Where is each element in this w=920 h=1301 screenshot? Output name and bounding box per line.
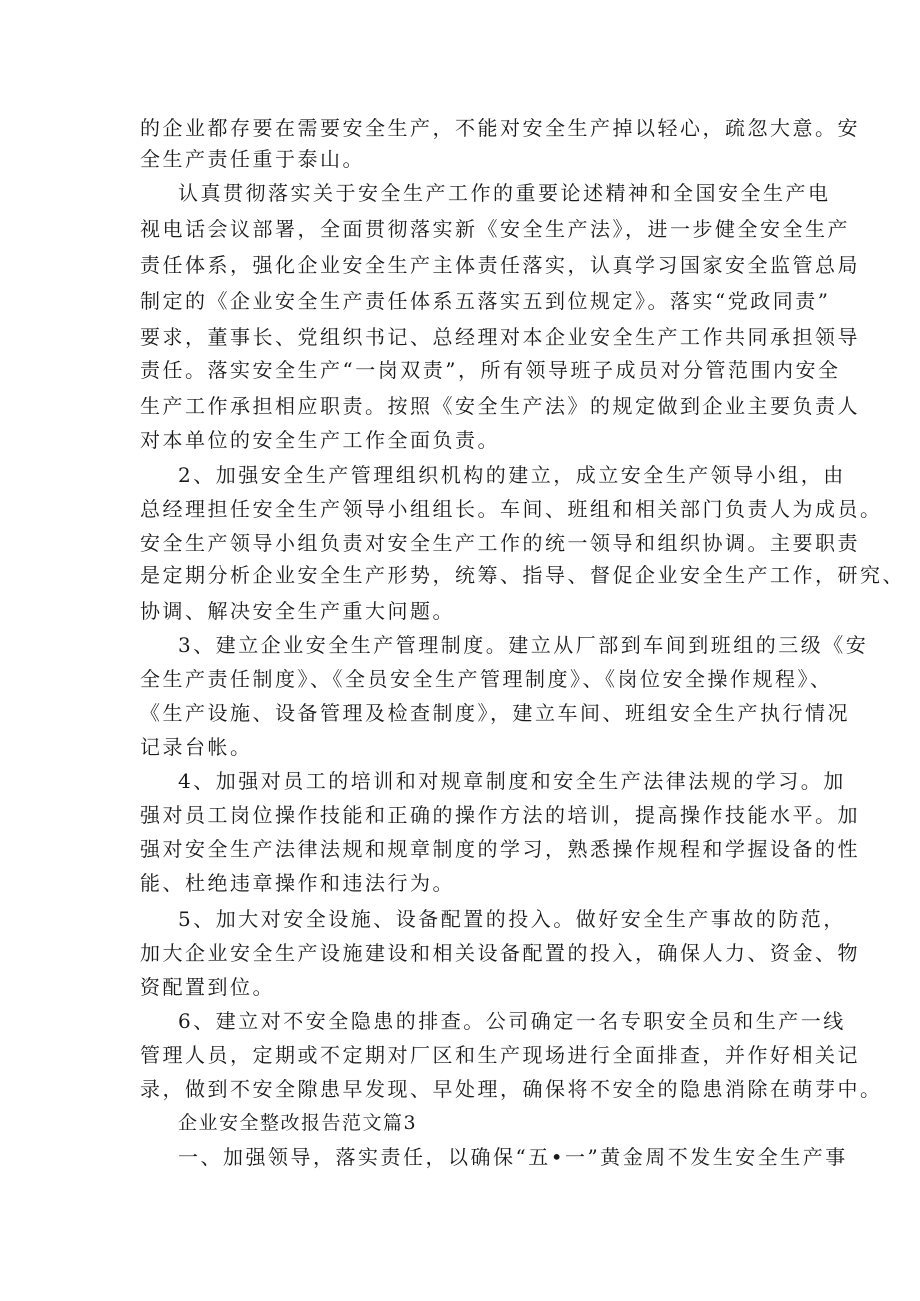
paragraph-start: 4、加强对员工的培训和对规章制度和安全生产法律法规的学习。加 xyxy=(178,769,846,793)
text-line: 全生产责任重于泰山。 xyxy=(140,147,365,171)
text-line: 的企业都存要在需要安全生产，不能对安全生产掉以轻心，疏忽大意。安 xyxy=(140,116,860,140)
text-line: 要求，董事长、党组织书记、总经理对本企业安全生产工作共同承担领导 xyxy=(140,325,860,349)
text-line: 强对安全生产法律法规和规章制度的学习，熟悉操作规程和学握设备的性 xyxy=(140,837,860,861)
text-line: 记录台帐。 xyxy=(140,735,253,759)
paragraph-start: 5、加大对安全设施、设备配置的投入。做好安全生产事故的防范， xyxy=(178,907,846,931)
text-line: 《生产设施、设备管理及检查制度》，建立车间、班组安全生产执行情况 xyxy=(140,701,850,725)
text-line: 全生产责任制度》、《全员安全生产管理制度》、《岗位安全操作规程》、 xyxy=(140,667,833,691)
paragraph-start: 一、加强领导，落实责任，以确保“五•一”黄金周不发生安全生产事 xyxy=(178,1145,848,1169)
text-line: 制定的《企业安全生产责任体系五落实五到位规定》。落实“党政同责” xyxy=(140,289,831,313)
text-line: 视电话会议部署，全面贯彻落实新《安全生产法》，进一步健全安全生产 xyxy=(140,217,850,241)
text-line: 责任。落实安全生产“一岗双责”，所有领导班子成员对分管范围内安全 xyxy=(140,358,841,382)
text-line: 生产工作承担相应职责。按照《安全生产法》的规定做到企业主要负责人 xyxy=(140,394,860,418)
text-line: 责任体系，强化企业安全生产主体责任落实，认真学习国家安全监管总局 xyxy=(140,253,860,277)
paragraph-start: 认真贯彻落实关于安全生产工作的重要论述精神和全国安全生产电 xyxy=(178,181,831,205)
text-line: 加大企业安全生产设施建设和相关设备配置的投入，确保人力、资金、物 xyxy=(140,941,860,965)
paragraph-start: 3、建立企业安全生产管理制度。建立从厂部到车间到班组的三级《安 xyxy=(178,633,869,657)
text-line: 总经理担任安全生产领导小组组长。车间、班组和相关部门负责人为成员。 xyxy=(140,497,883,521)
text-line: 是定期分析企业安全生产形势，统筹、指导、督促企业安全生产工作，研究、 xyxy=(140,563,905,587)
section-heading: 企业安全整改报告范文篇3 xyxy=(178,1112,418,1134)
text-line: 管理人员，定期或不定期对厂区和生产现场进行全面排查，并作好相关记 xyxy=(140,1043,860,1067)
text-line: 录，做到不安全隙患早发现、早处理，确保将不安全的隐患消除在萌芽中。 xyxy=(140,1077,883,1101)
paragraph-start: 2、加强安全生产管理组织机构的建立，成立安全生产领导小组，由 xyxy=(178,463,846,487)
text-line: 对本单位的安全生产工作全面负责。 xyxy=(140,428,500,452)
text-line: 协调、解决安全生产重大问题。 xyxy=(140,599,455,623)
text-line: 强对员工岗位操作技能和正确的操作方法的培训，提高操作技能水平。加 xyxy=(140,803,860,827)
text-line: 安全生产领导小组负责对安全生产工作的统一领导和组织协调。主要职责 xyxy=(140,531,860,555)
text-line: 能、杜绝违章操作和违法行为。 xyxy=(140,871,455,895)
paragraph-start: 6、建立对不安全隐患的排查。公司确定一名专职安全员和生产一线 xyxy=(178,1009,846,1033)
text-line: 资配置到位。 xyxy=(140,975,275,999)
